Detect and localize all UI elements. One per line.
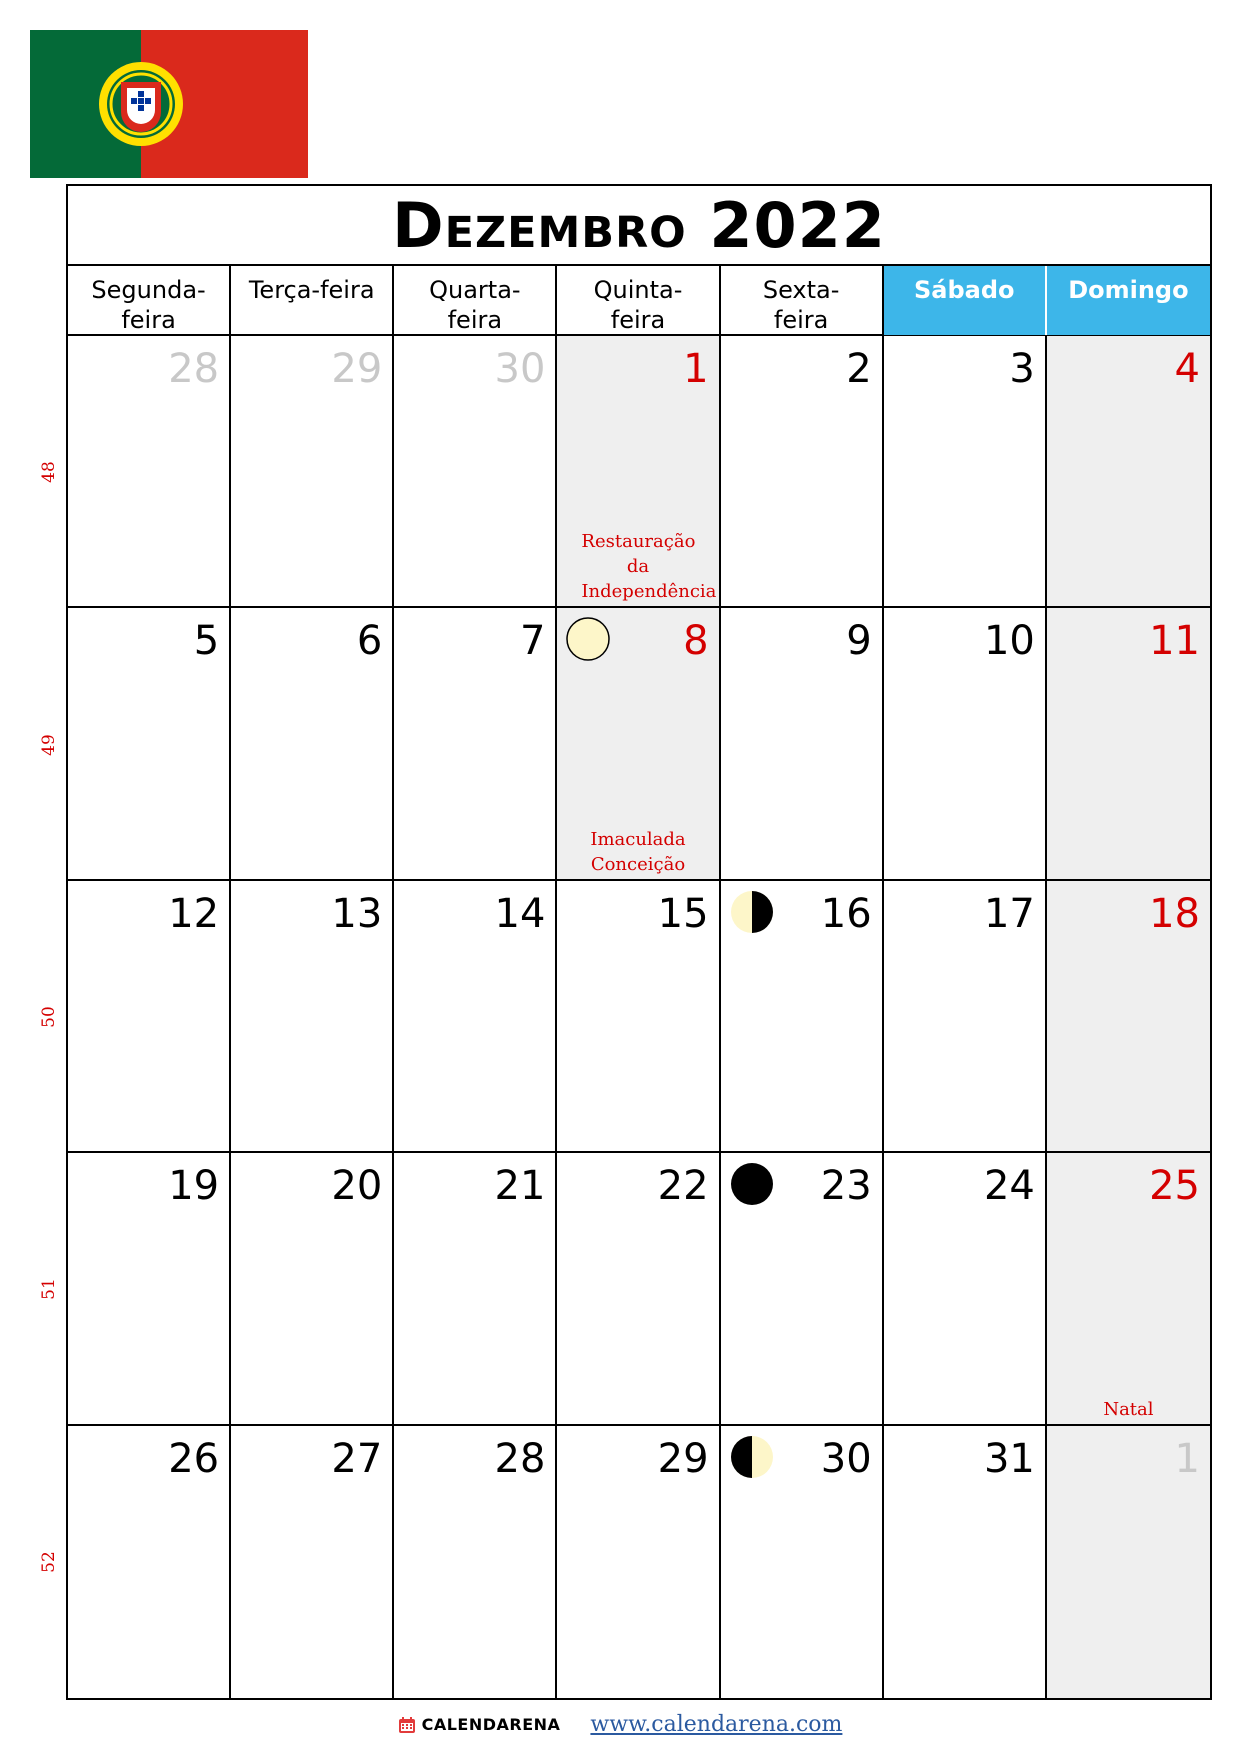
day-cell[interactable] <box>884 336 1047 608</box>
day-cell[interactable] <box>557 881 720 1153</box>
day-cell[interactable] <box>721 1426 884 1698</box>
day-number: 28 <box>168 346 220 392</box>
day-number: 10 <box>983 618 1035 665</box>
day-cell[interactable] <box>231 881 394 1153</box>
brand <box>398 1715 561 1734</box>
day-number: 15 <box>657 890 709 937</box>
day-number: 2 <box>846 346 872 392</box>
calendar-grid <box>68 336 1210 1698</box>
day-cell[interactable] <box>557 608 720 880</box>
day-number: 16 <box>820 890 872 937</box>
day-number: 8 <box>683 618 709 665</box>
week-number: 51 <box>39 1278 59 1301</box>
day-number: 11 <box>1149 618 1200 665</box>
week-number: 50 <box>39 1006 59 1028</box>
weekday-header <box>231 266 394 335</box>
brand-name: CALENDARENA <box>421 1715 561 1734</box>
day-cell[interactable] <box>1047 1153 1210 1425</box>
website-link[interactable]: www.calendarena.com <box>590 1712 843 1737</box>
day-cell[interactable] <box>557 1426 720 1698</box>
day-number: 7 <box>519 618 546 665</box>
day-number: 26 <box>168 1435 220 1482</box>
day-cell[interactable] <box>394 1153 557 1425</box>
day-cell[interactable] <box>884 881 1047 1153</box>
holiday-label: Restauração da Independência <box>581 531 717 603</box>
day-cell[interactable] <box>884 1153 1047 1425</box>
day-number: 18 <box>1149 890 1200 937</box>
day-cell[interactable] <box>394 881 557 1153</box>
portugal-flag <box>30 30 308 178</box>
day-number: 27 <box>331 1435 383 1482</box>
day-cell[interactable] <box>884 608 1047 880</box>
weekday-label: Sexta-feira <box>762 276 840 334</box>
full-moon-icon <box>565 616 611 662</box>
weekday-label: Domingo <box>1068 276 1189 304</box>
day-cell[interactable] <box>68 1426 231 1698</box>
day-cell[interactable] <box>884 1426 1047 1698</box>
weekday-header <box>557 266 720 335</box>
new-moon-icon <box>729 1161 775 1207</box>
day-cell[interactable] <box>68 608 231 880</box>
day-cell[interactable] <box>721 881 884 1153</box>
day-cell[interactable] <box>557 1153 720 1425</box>
day-cell[interactable] <box>68 336 231 608</box>
calendar-logo-icon <box>398 1716 416 1734</box>
day-number: 31 <box>983 1435 1035 1482</box>
day-number: 30 <box>494 346 546 392</box>
weekday-header <box>721 266 884 335</box>
week-number: 48 <box>39 461 59 484</box>
day-cell[interactable] <box>68 1153 231 1425</box>
day-number: 4 <box>1174 346 1200 392</box>
day-cell[interactable] <box>557 336 720 608</box>
day-cell[interactable] <box>231 336 394 608</box>
day-number: 1 <box>683 346 709 392</box>
weekday-label: Sábado <box>914 276 1015 304</box>
day-number: 14 <box>494 890 546 937</box>
first-quarter-moon-icon <box>729 1434 775 1480</box>
calendar <box>66 184 1212 1700</box>
day-number: 28 <box>494 1435 546 1482</box>
day-number: 9 <box>846 618 872 665</box>
weekday-header <box>1047 266 1210 335</box>
day-number: 29 <box>657 1435 709 1482</box>
day-cell[interactable] <box>394 608 557 880</box>
day-number: 24 <box>983 1163 1035 1210</box>
day-number: 23 <box>820 1163 872 1210</box>
day-cell[interactable] <box>231 608 394 880</box>
weekday-label: Terça-feira <box>248 276 375 304</box>
day-number: 21 <box>494 1163 546 1210</box>
day-number: 25 <box>1149 1163 1200 1210</box>
weekday-header-row <box>68 266 1210 336</box>
day-number: 29 <box>331 346 383 392</box>
day-number: 5 <box>193 618 220 665</box>
day-cell[interactable] <box>394 336 557 608</box>
week-number: 49 <box>39 733 59 756</box>
day-number: 12 <box>168 890 220 937</box>
day-cell[interactable] <box>721 608 884 880</box>
weekday-label: Segunda-feira <box>91 276 206 334</box>
day-number: 30 <box>820 1435 872 1482</box>
weekday-header <box>884 266 1047 335</box>
weekday-header <box>394 266 557 335</box>
week-number: 52 <box>39 1550 59 1573</box>
year: 2022 <box>709 188 886 262</box>
weekday-label: Quarta-feira <box>429 276 521 334</box>
holiday-label: Imaculada Conceição <box>590 828 686 875</box>
day-number: 19 <box>168 1163 220 1210</box>
footer <box>0 1712 1240 1737</box>
day-cell[interactable] <box>394 1426 557 1698</box>
day-cell[interactable] <box>721 336 884 608</box>
last-quarter-moon-icon <box>729 889 775 935</box>
day-cell[interactable] <box>1047 881 1210 1153</box>
calendar-title <box>68 186 1210 266</box>
day-number: 1 <box>1174 1435 1200 1482</box>
day-cell[interactable] <box>68 881 231 1153</box>
day-number: 20 <box>331 1163 383 1210</box>
holiday-label: Natal <box>1103 1398 1154 1420</box>
day-number: 22 <box>657 1163 709 1210</box>
day-number: 17 <box>983 890 1035 937</box>
day-number: 13 <box>331 890 383 937</box>
day-cell[interactable] <box>1047 336 1210 608</box>
day-cell[interactable] <box>231 1426 394 1698</box>
day-number: 3 <box>1009 346 1035 392</box>
weekday-label: Quinta-feira <box>593 276 683 334</box>
day-cell[interactable] <box>721 1153 884 1425</box>
day-cell[interactable] <box>1047 608 1210 880</box>
day-cell[interactable] <box>1047 1426 1210 1698</box>
day-number: 6 <box>356 618 383 665</box>
day-cell[interactable] <box>231 1153 394 1425</box>
weekday-header <box>68 266 231 335</box>
month-name: Dezembro <box>392 188 687 262</box>
